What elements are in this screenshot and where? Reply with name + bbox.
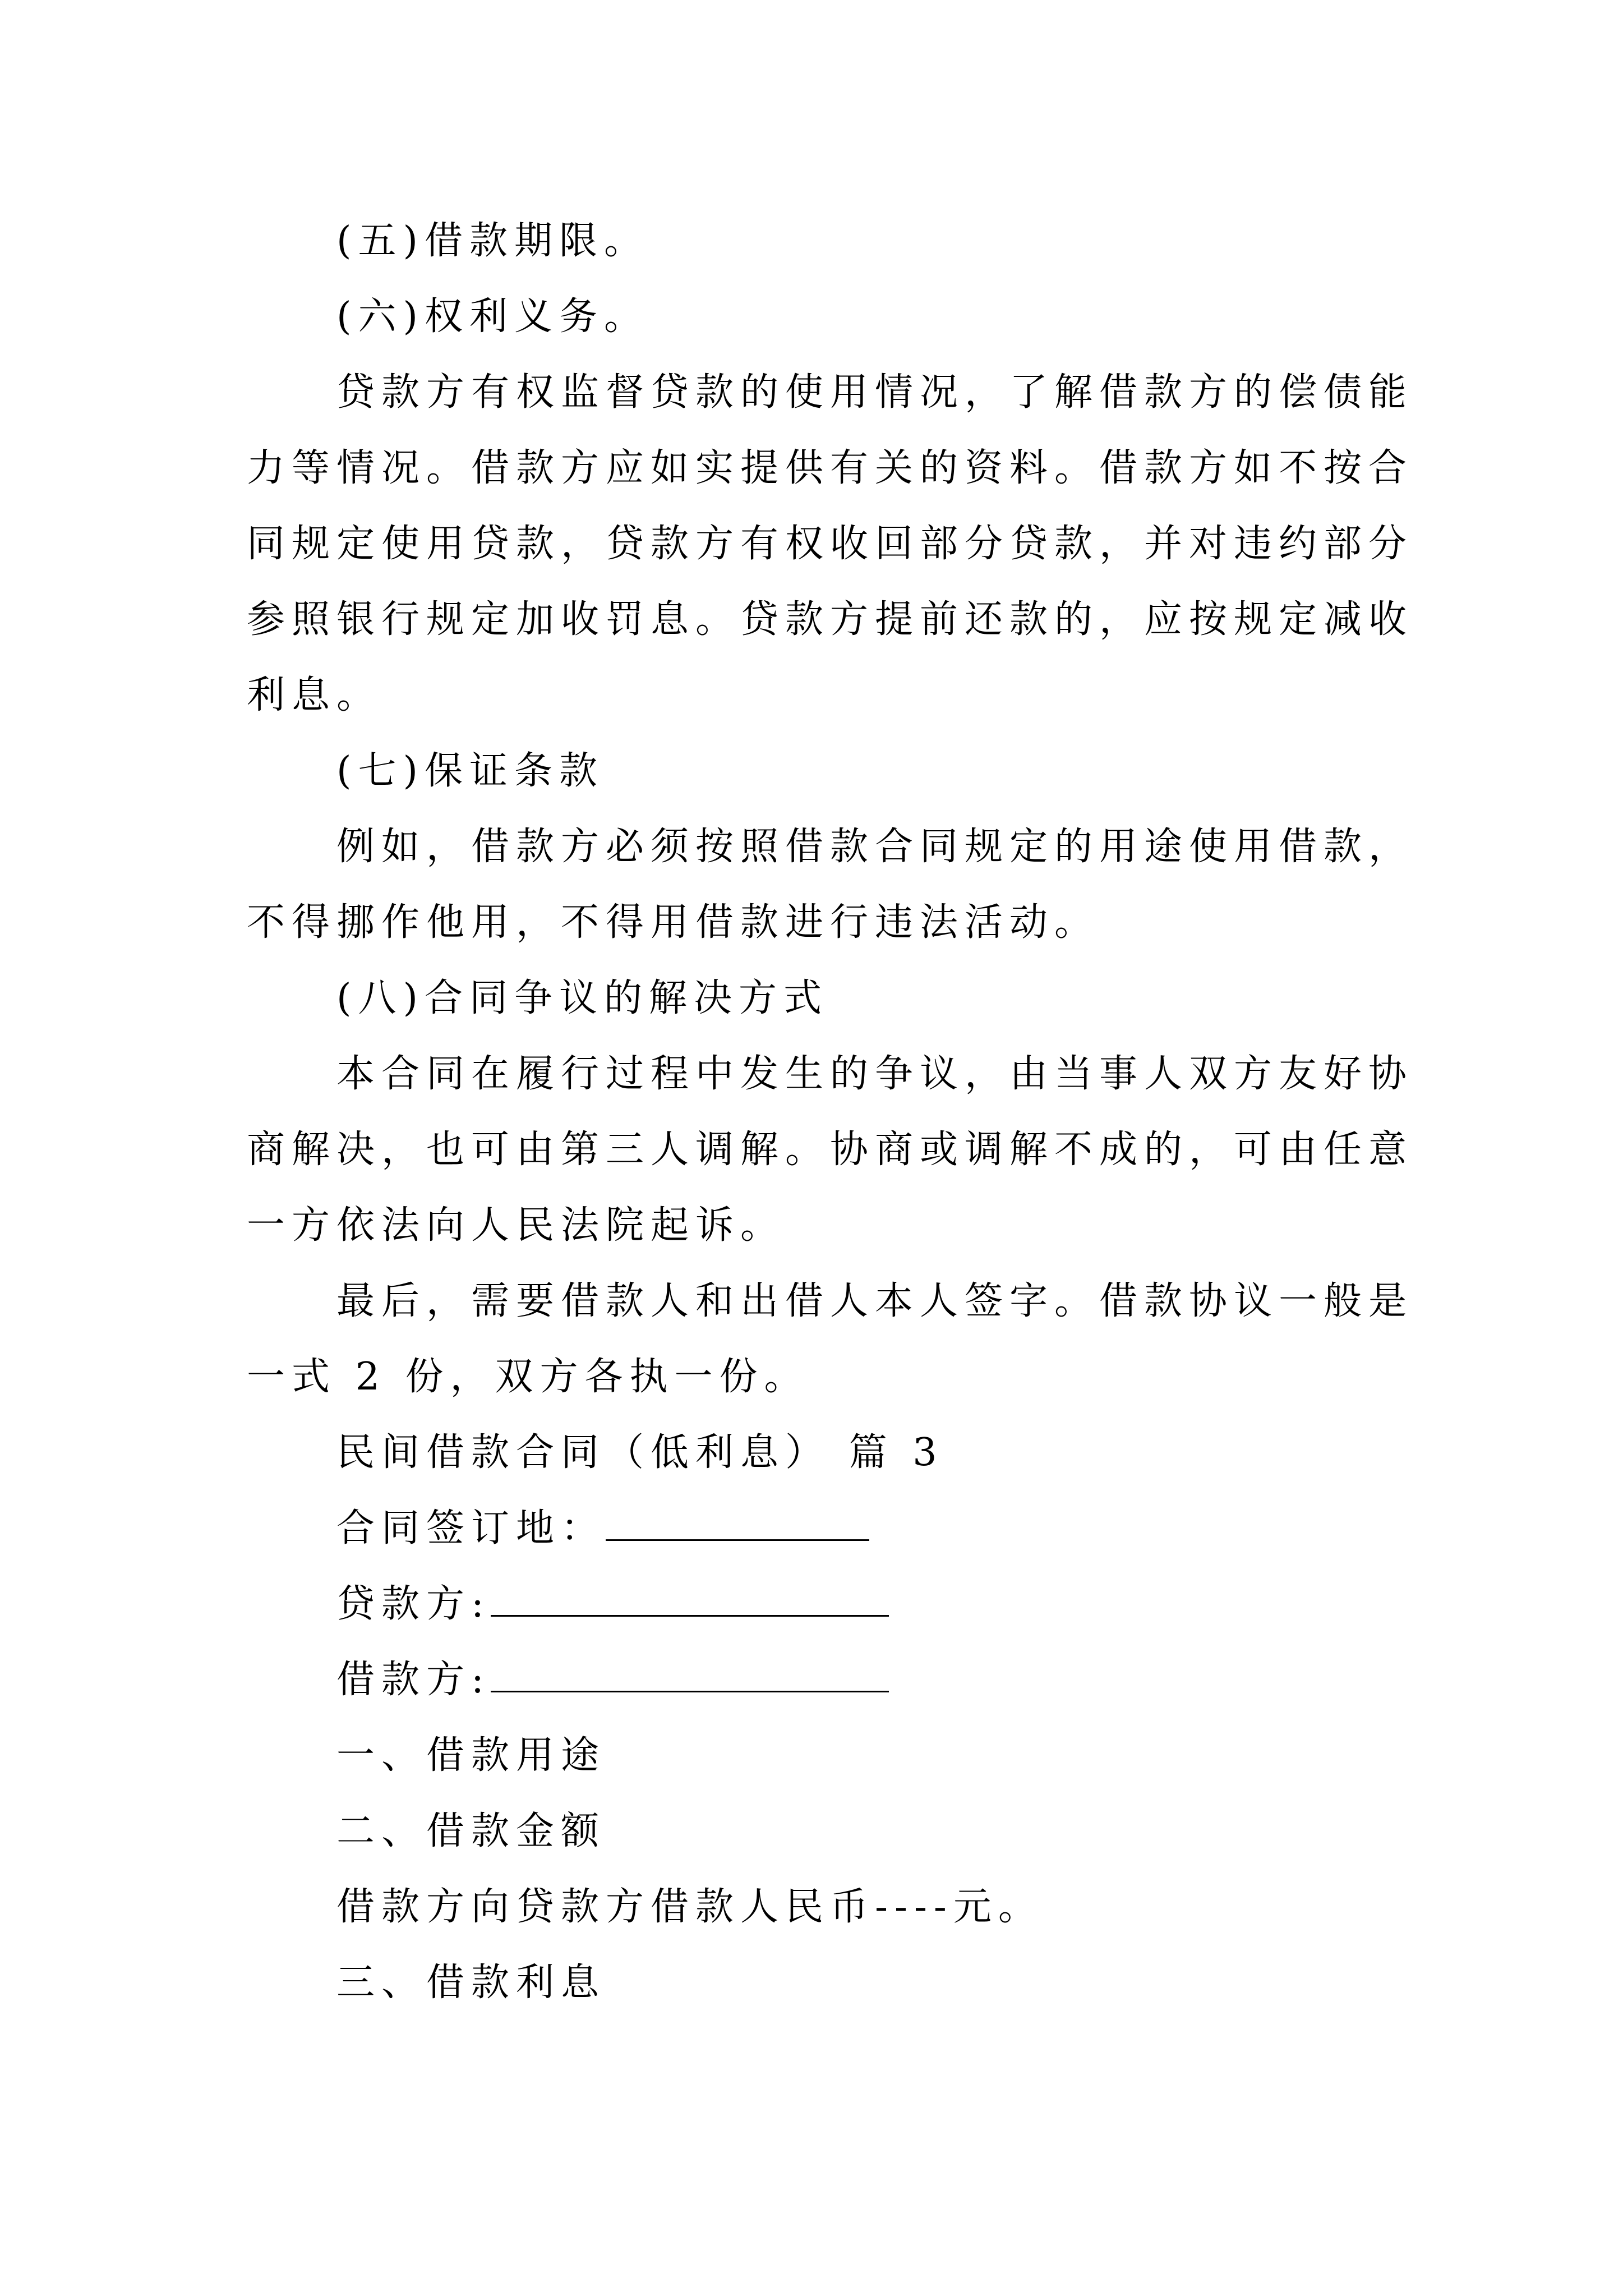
- borrower-field: [336, 1655, 889, 1705]
- section-heading-amount: 二、借款金额: [336, 1809, 606, 1853]
- paragraph-line: 利息。: [247, 673, 382, 717]
- paragraph-line: 同规定使用贷款，贷款方有权收回部分贷款，并对违约部分: [247, 522, 1414, 566]
- lender-label: 贷款方:: [336, 1582, 491, 1626]
- clause-guarantee-heading: (七)保证条款: [336, 749, 605, 793]
- borrower-blank: [491, 1656, 889, 1692]
- paragraph-line: 例如，借款方必须按照借款合同规定的用途使用借款，: [336, 825, 1414, 869]
- paragraph-line: 力等情况。借款方应如实提供有关的资料。借款方如不按合: [247, 446, 1414, 490]
- lender-field: [336, 1579, 889, 1630]
- paragraph-line: 一方依法向人民法院起诉。: [247, 1203, 786, 1248]
- paragraph-line: 商解决，也可由第三人调解。协商或调解不成的，可由任意: [247, 1128, 1414, 1172]
- paragraph-line: 不得挪作他用，不得用借款进行违法活动。: [247, 900, 1100, 945]
- signing-place-blank: [606, 1504, 869, 1541]
- paragraph-line: 参照银行规定加收罚息。贷款方提前还款的，应按规定减收: [247, 597, 1414, 642]
- paragraph-line: 一式 2 份，双方各执一份。: [247, 1355, 809, 1399]
- section-heading-purpose: 一、借款用途: [336, 1733, 606, 1778]
- amount-statement: 借款方向贷款方借款人民币----元。: [336, 1885, 1043, 1929]
- contract-title: 民间借款合同（低利息） 篇 3: [336, 1430, 944, 1475]
- clause-dispute-heading: (八)合同争议的解决方式: [336, 976, 829, 1020]
- section-heading-interest: 三、借款利息: [336, 1961, 606, 2005]
- borrower-label: 借款方:: [336, 1658, 491, 1702]
- paragraph-line: 本合同在履行过程中发生的争议，由当事人双方友好协: [336, 1052, 1414, 1096]
- paragraph-line: 最后，需要借款人和出借人本人签字。借款协议一般是: [336, 1279, 1414, 1323]
- signing-place-field: [336, 1503, 869, 1554]
- paragraph-line: 贷款方有权监督贷款的使用情况，了解借款方的偿债能: [336, 370, 1414, 415]
- clause-rights-heading: (六)权利义务。: [336, 295, 649, 339]
- signing-place-label: 合同签订地：: [336, 1506, 606, 1550]
- clause-term-heading: (五)借款期限。: [336, 219, 649, 263]
- lender-blank: [491, 1580, 889, 1617]
